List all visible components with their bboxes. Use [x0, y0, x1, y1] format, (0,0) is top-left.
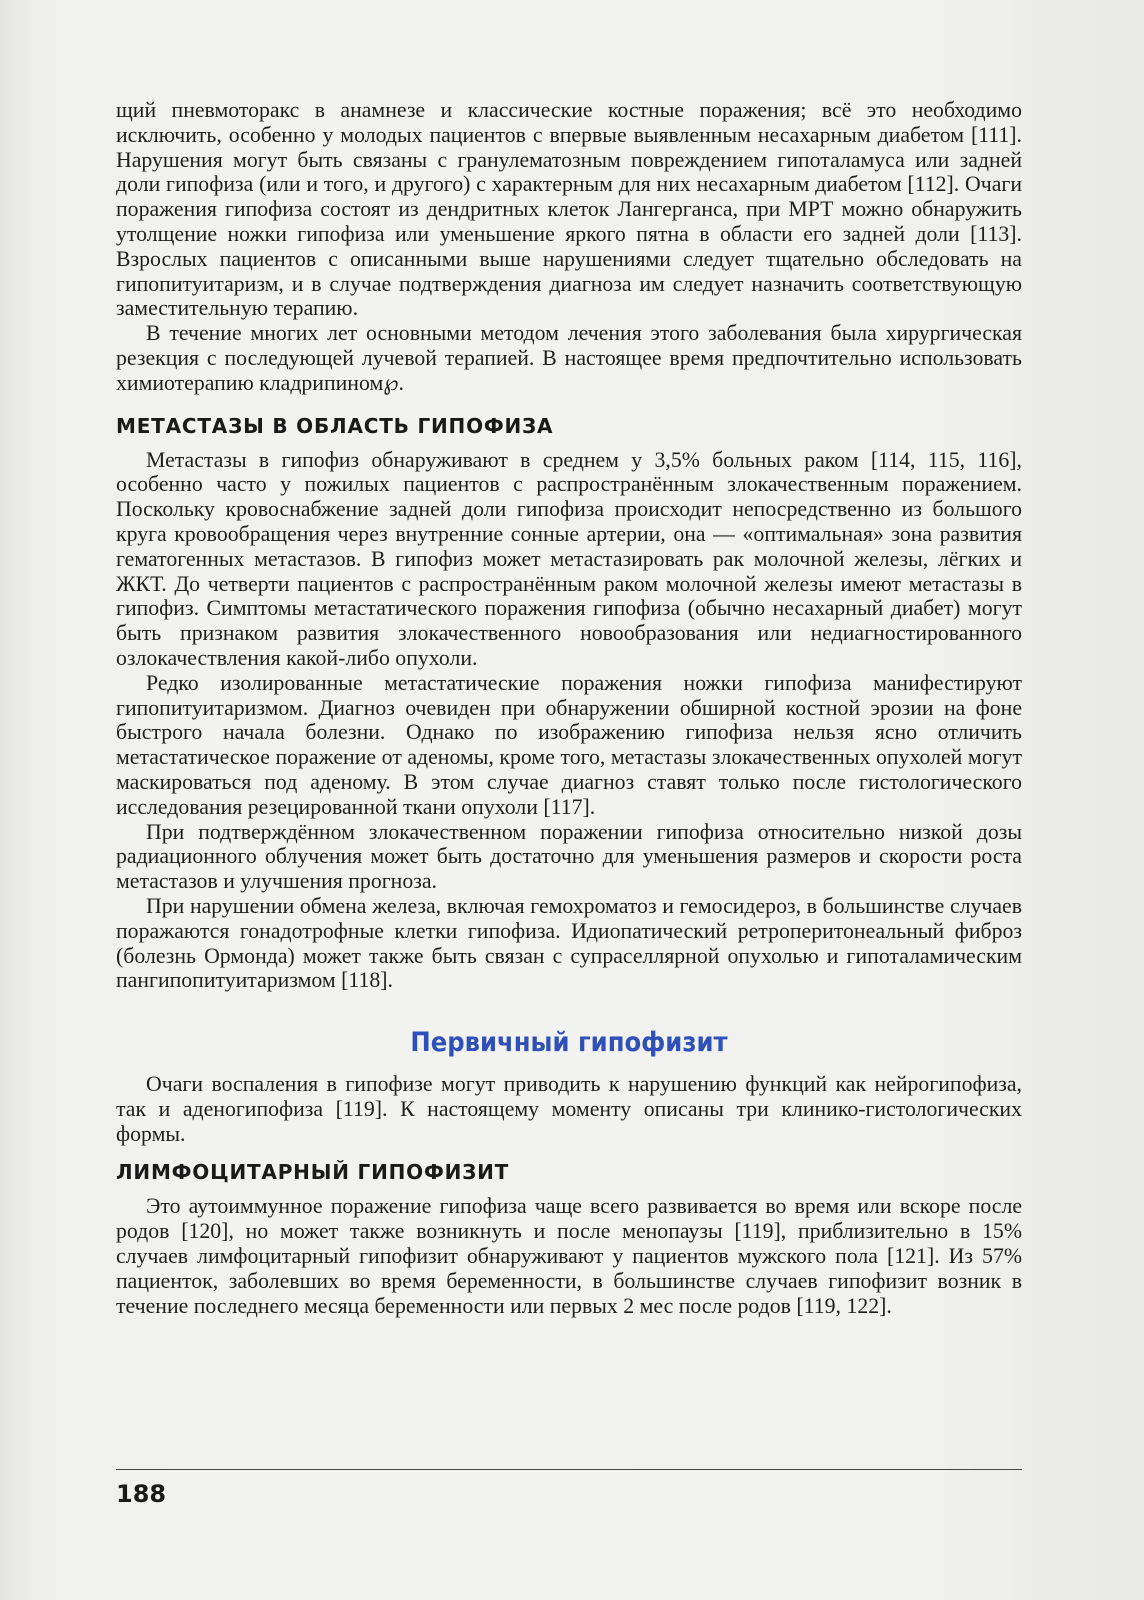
metastases-heading: МЕТАСТАЗЫ В ОБЛАСТЬ ГИПОФИЗА	[116, 413, 554, 438]
page-content	[116, 98, 1022, 1318]
lymphocytic-paragraph: Это аутоиммунное поражение гипофиза чаще всего развивается во время или вскоре после родов [120], но может также возникнуть и после менопаузы [119], приблизительно в 15% случаев лимфоцитарный гипофизит обнаруживают у пациентов мужского пола [121]. Из 57% пациенток, заболевших во время беременности, в большинстве случаев гипофизит возник в течение последнего месяца беременности или первых 2 мес после родов [119, 122].	[116, 1194, 1022, 1318]
footer-rule	[116, 1469, 1022, 1470]
primary-hypophysitis-intro: Очаги воспаления в гипофизе могут приводить к нарушению функций как нейрогипофиза, так и аденогипофиза [119]. К настоящему моменту описаны три клинико-гистологических формы.	[116, 1072, 1022, 1146]
metastases-paragraph-2: Редко изолированные метастатические поражения ножки гипофиза манифестируют гипопитуитаризмом. Диагноз очевиден при обнаружении обширной костной эрозии на фоне быстрого начала болезни. Однако по изображению гипофиза нельзя ясно отличить метастатическое поражение от аденомы, кроме того, метастазы злокачественных опухолей могут маскироваться под аденому. В этом случае диагноз ставят только после гистологического исследования резецированной ткани опухоли [117].	[116, 670, 1022, 819]
intro-paragraph-2: В течение многих лет основными методом лечения этого заболевания была хирургическая резекция с последующей лучевой терапией. В настоящее время предпочтительно использовать химиотерапию кладрипином℘.	[116, 321, 1022, 395]
metastases-paragraph-1: Метастазы в гипофиз обнаруживают в среднем у 3,5% больных раком [114, 115, 116], особенно часто у пожилых пациентов с распространённым злокачественным поражением. Поскольку кровоснабжение задней доли гипофиза происходит непосредственно из большого круга кровообращения через внутренние сонные артерии, она — «оптимальная» зона развития гематогенных метастазов. В гипофиз может метастазировать рак молочной железы, лёгких и ЖКТ. До четверти пациентов с распространённым раком молочной железы имеют метастазы в гипофиз. Симптомы метастатического поражения гипофиза (обычно несахарный диабет) могут быть признаком развития злокачественного новообразования или недиагностированного озлокачествления какой-либо опухоли.	[116, 447, 1022, 670]
metastases-paragraph-3: При подтверждённом злокачественном поражении гипофиза относительно низкой дозы радиационного облучения может быть достаточно для уменьшения размеров и скорости роста метастазов и улучшения прогноза.	[116, 819, 1022, 894]
metastases-paragraph-4: При нарушении обмена железа, включая гемохроматоз и гемосидероз, в большинстве случаев поражаются гонадотрофные клетки гипофиза. Идиопатический ретроперитонеальный фиброз (болезнь Ормонда) может также быть связан с супраселлярной опухолью и гипоталамическим пангипопитуитаризмом [118].	[116, 893, 1022, 993]
intro-paragraph-1: щий пневмоторакс в анамнезе и классические костные поражения; всё это необходимо исключить, особенно у молодых пациентов с впервые выявленным несахарным диабетом [111]. Нарушения могут быть связаны с гранулематозным повреждением гипоталамуса или задней доли гипофиза (или и того, и другого) с характерным для них несахарным диабетом [112]. Очаги поражения гипофиза состоят из дендритных клеток Лангерганса, при МРТ можно обнаружить утолщение ножки гипофиза или уменьшение яркого пятна в области его задней доли [113]. Взрослых пациентов с описанными выше нарушениями следует тщательно обследовать на гипопитуитаризм, и в случае подтверждения диагноза им следует назначить соответствующую заместительную терапию.	[116, 98, 1022, 321]
lymphocytic-heading: ЛИМФОЦИТАРНЫЙ ГИПОФИЗИТ	[116, 1160, 510, 1185]
page-number: 188	[116, 1480, 167, 1508]
primary-hypophysitis-title: Первичный гипофизит	[410, 1027, 728, 1059]
